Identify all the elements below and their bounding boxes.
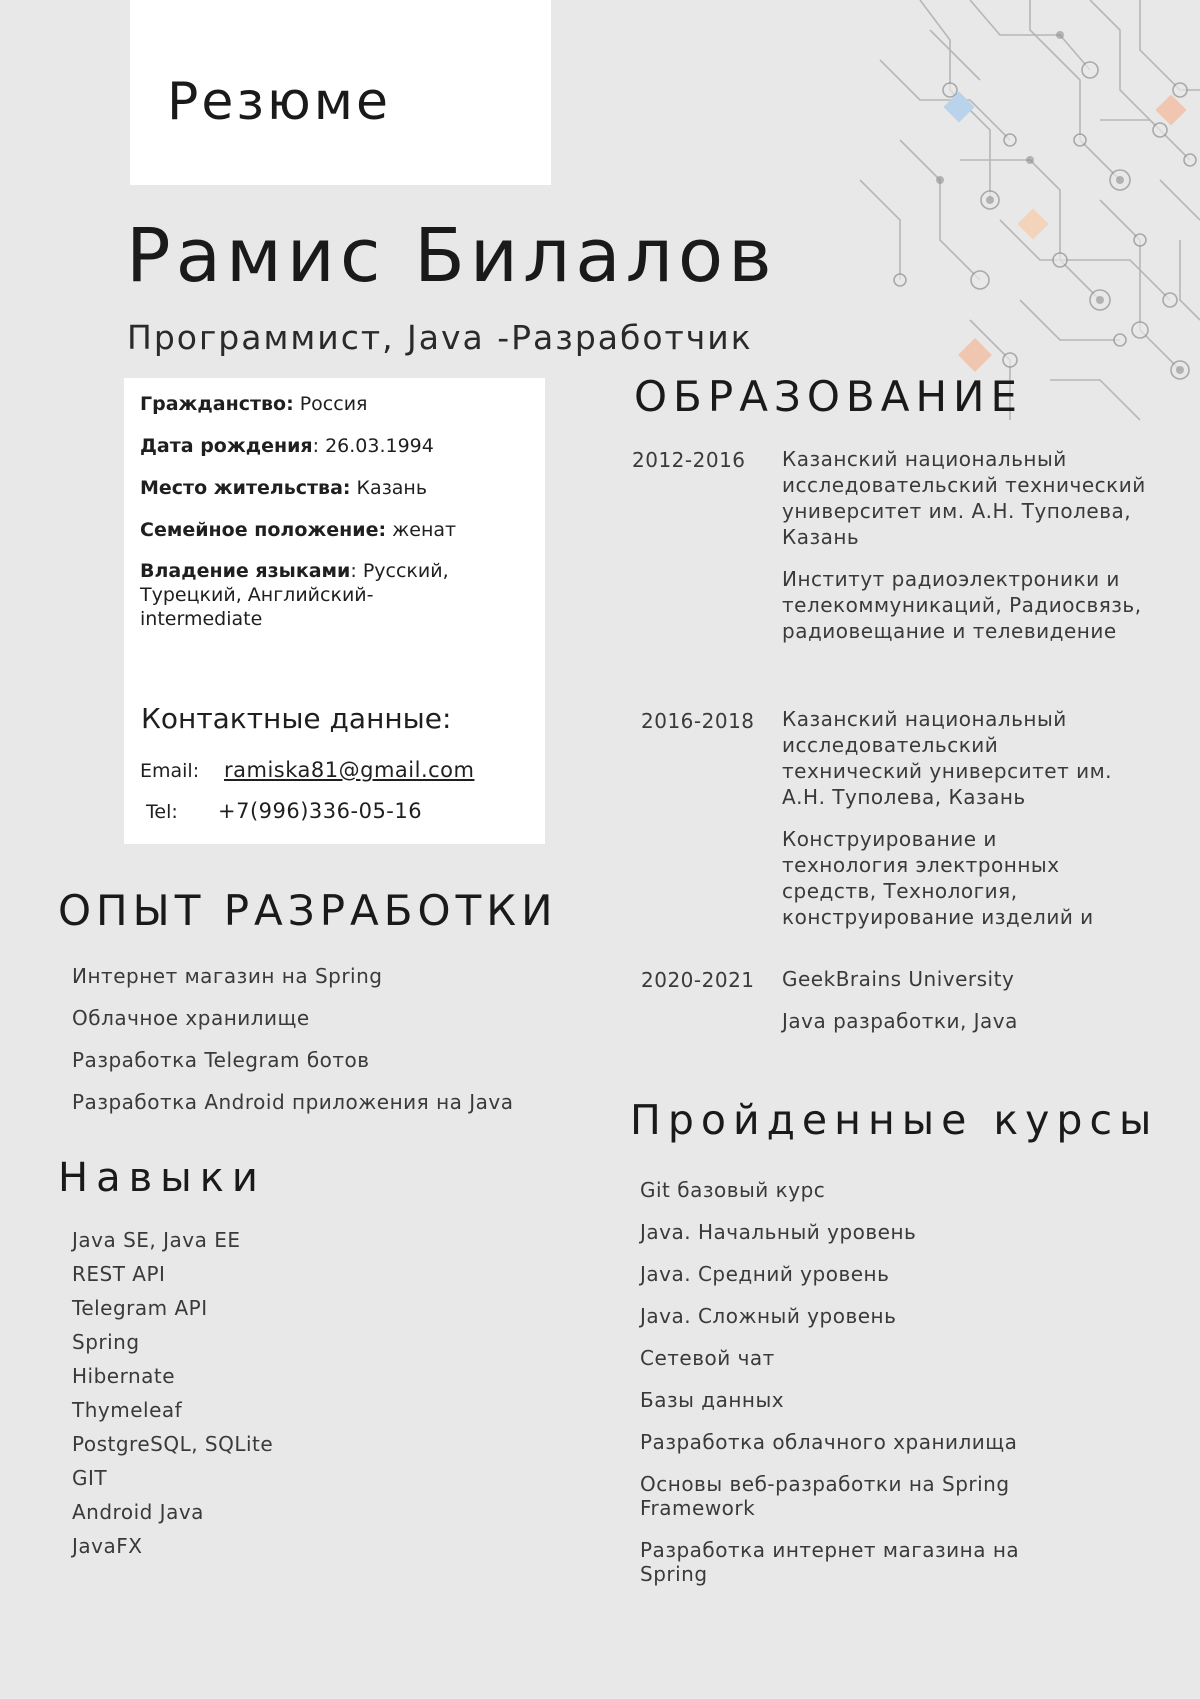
skills-list [72, 1228, 273, 1568]
experience-title: ОПЫТ РАЗРАБОТКИ [58, 886, 558, 935]
residence-row [140, 476, 520, 500]
marital-value: женат [386, 519, 457, 541]
course-item: Сетевой чат [640, 1346, 775, 1370]
experience-item: Интернет магазин на Spring [72, 964, 383, 988]
skill-item: REST API [72, 1262, 166, 1286]
courses-title: Пройденные курсы [630, 1096, 1159, 1144]
birthdate-row [140, 434, 520, 458]
residence-value: Казань [350, 477, 428, 499]
citizenship-row [140, 392, 520, 416]
experience-item: Облачное хранилище [72, 1006, 310, 1030]
email-link[interactable]: ramiska81@gmail.com [224, 758, 475, 782]
tel-value: +7(996)336-05-16 [218, 799, 423, 823]
skill-item: JavaFX [72, 1534, 143, 1558]
birthdate-label: Дата рождения [140, 435, 313, 457]
course-item: Основы веб-разработки на Spring Framework [640, 1472, 1010, 1520]
title-panel [130, 0, 551, 185]
experience-item: Разработка Android приложения на Java [72, 1090, 514, 1114]
course-item: Git базовый курс [640, 1178, 826, 1202]
courses-list [640, 1178, 1040, 1604]
education-years: 2020-2021 [641, 968, 755, 992]
skill-item: Telegram API [72, 1296, 208, 1320]
tel-label: Tel: [146, 801, 178, 823]
education-institution: Казанский национальный исследовательский технический университет им. А.Н. Туполева, Казань [782, 707, 1113, 809]
course-item: Разработка облачного хранилища [640, 1430, 1018, 1454]
marital-row [140, 518, 520, 542]
birthdate-value: : 26.03.1994 [312, 435, 434, 457]
candidate-name: Рамис Билалов [126, 213, 777, 299]
education-institution: Казанский национальный исследовательский технический университет им. А.Н. Туполева, Казань [782, 447, 1146, 549]
marital-label: Семейное положение: [140, 519, 387, 541]
skills-title: Навыки [58, 1155, 266, 1201]
education-title: ОБРАЗОВАНИЕ [634, 372, 1023, 421]
contacts-title: Контактные данные: [141, 702, 452, 735]
education-years: 2016-2018 [641, 709, 755, 733]
languages-label: Владение языками [140, 560, 351, 582]
course-item: Java. Сложный уровень [640, 1304, 897, 1328]
languages-value: : Русский, Турецкий, Английский-intermediate [140, 560, 449, 630]
skill-item: Java SE, Java EE [72, 1228, 241, 1252]
course-item: Разработка интернет магазина на Spring [640, 1538, 1020, 1586]
education-details: Институт радиоэлектроники и телекоммуникаций, Радиосвязь, радиовещание и телевидение [782, 567, 1142, 643]
skill-item: PostgreSQL, SQLite [72, 1432, 274, 1456]
education-years: 2012-2016 [632, 448, 746, 472]
skill-item: Hibernate [72, 1364, 176, 1388]
personal-info-panel [124, 378, 545, 844]
skill-item: GIT [72, 1466, 108, 1490]
experience-item: Разработка Telegram ботов [72, 1048, 370, 1072]
course-item: Java. Начальный уровень [640, 1220, 917, 1244]
education-details: Конструирование и технология электронных средств, Технология, конструирование изделий и [782, 827, 1094, 929]
candidate-position: Программист, Java -Разработчик [127, 318, 753, 357]
citizenship-label: Гражданство: [140, 393, 294, 415]
skill-item: Spring [72, 1330, 140, 1354]
email-label: Email: [140, 760, 200, 782]
citizenship-value: Россия [293, 393, 368, 415]
skill-item: Thymeleaf [72, 1398, 183, 1422]
document-title: Резюме [167, 72, 391, 132]
education-details: Java разработки, Java [782, 1009, 1018, 1033]
education-institution: GeekBrains University [782, 967, 1015, 991]
skill-item: Android Java [72, 1500, 204, 1524]
course-item: Базы данных [640, 1388, 785, 1412]
experience-list [72, 964, 514, 1132]
languages-row [140, 559, 490, 631]
residence-label: Место жительства: [140, 477, 351, 499]
course-item: Java. Средний уровень [640, 1262, 890, 1286]
